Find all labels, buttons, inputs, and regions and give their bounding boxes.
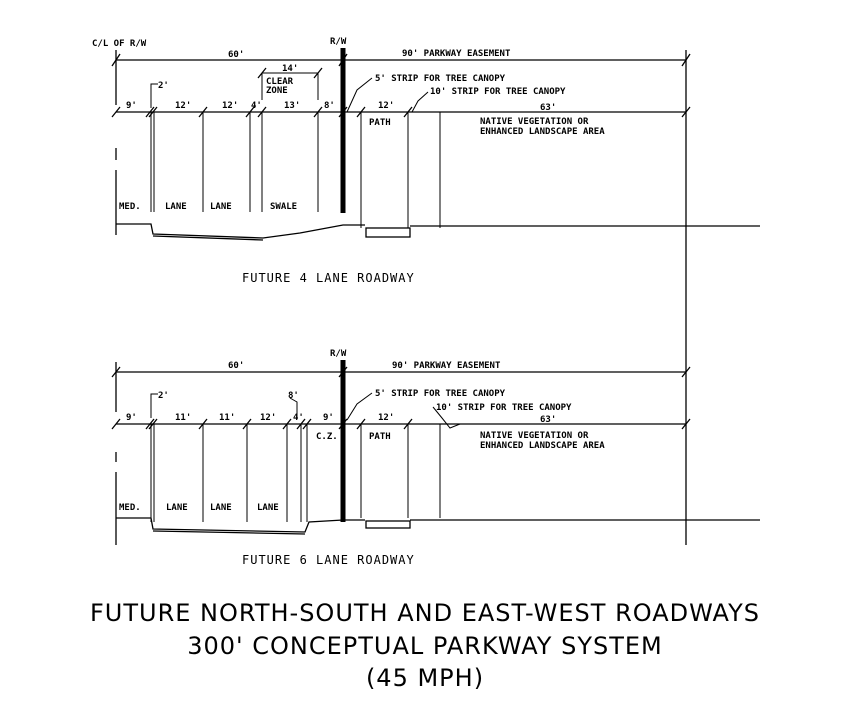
path-label: PATH <box>369 118 391 128</box>
cz-label: C.Z. <box>316 432 338 442</box>
dim-12-a: 12' <box>175 101 192 111</box>
dim-9-bottom: 9' <box>126 413 137 423</box>
easement-label-bottom: 90' PARKWAY EASEMENT <box>392 361 501 371</box>
dim-63-bottom: 63' <box>540 415 557 425</box>
dim-2-label: 2' <box>158 81 169 91</box>
tree-strip-5-label-bottom: 5' STRIP FOR TREE CANOPY <box>375 389 506 399</box>
segment-lane-2: LANE <box>210 202 232 212</box>
segment-med: MED. <box>119 202 141 212</box>
dim-12-path: 12' <box>378 101 395 111</box>
ground-profile-6lane <box>116 518 365 532</box>
dim-8: 8' <box>324 101 335 111</box>
easement-label-top: 90' PARKWAY EASEMENT <box>402 49 511 59</box>
rw-label-bottom: R/W <box>330 349 347 359</box>
tree-strip-10-label-bottom: 10' STRIP FOR TREE CANOPY <box>436 403 572 413</box>
clear-zone-dim: 14' <box>282 64 299 74</box>
caption-4lane: FUTURE 4 LANE ROADWAY <box>242 271 415 285</box>
native-veg-line-2-bottom: ENHANCED LANDSCAPE AREA <box>480 441 605 451</box>
tree-strip-5-label: 5' STRIP FOR TREE CANOPY <box>375 74 506 84</box>
caption-6lane: FUTURE 6 LANE ROADWAY <box>242 553 415 567</box>
title-block <box>90 599 760 692</box>
title-line-3: (45 MPH) <box>365 664 485 692</box>
dim-13: 13' <box>284 101 301 111</box>
row-dim-60-bottom: 60' <box>228 361 245 371</box>
dim-9-cz: 9' <box>323 413 334 423</box>
four-lane-section <box>92 37 760 545</box>
path-slab-6lane <box>366 521 410 528</box>
dim-8-label: 8' <box>288 391 299 401</box>
dim-4-bottom: 4' <box>293 413 304 423</box>
dim-9: 9' <box>126 101 137 111</box>
dim-11-b: 11' <box>219 413 236 423</box>
dim-12-bottom: 12' <box>260 413 277 423</box>
segment-med-bottom: MED. <box>119 503 141 513</box>
row-dim-60: 60' <box>228 50 245 60</box>
dim-11-a: 11' <box>175 413 192 423</box>
clear-zone-label-2: ZONE <box>266 86 288 96</box>
title-line-2: 300' CONCEPTUAL PARKWAY SYSTEM <box>187 632 663 660</box>
native-veg-line-1: NATIVE VEGETATION OR <box>480 117 589 127</box>
dim-4: 4' <box>251 101 262 111</box>
rw-label-top: R/W <box>330 37 347 47</box>
path-label-bottom: PATH <box>369 432 391 442</box>
tree-strip-10-label: 10' STRIP FOR TREE CANOPY <box>430 87 566 97</box>
segment-lane-1: LANE <box>165 202 187 212</box>
segment-lines-6lane <box>151 424 440 522</box>
segment-swale: SWALE <box>270 202 298 212</box>
cl-of-rw-label: C/L OF R/W <box>92 39 147 49</box>
dim-12-b: 12' <box>222 101 239 111</box>
path-slab-4lane <box>366 228 410 237</box>
segment-lane-2-bottom: LANE <box>210 503 232 513</box>
segment-lane-1-bottom: LANE <box>166 503 188 513</box>
dim-2-label-bottom: 2' <box>158 391 169 401</box>
native-veg-line-2: ENHANCED LANDSCAPE AREA <box>480 127 605 137</box>
dim-12-path-bottom: 12' <box>378 413 395 423</box>
six-lane-section <box>112 349 760 567</box>
segment-lane-3-bottom: LANE <box>257 503 279 513</box>
clear-zone-label-1: CLEAR <box>266 77 294 87</box>
title-line-1: FUTURE NORTH-SOUTH AND EAST-WEST ROADWAYS <box>89 599 761 627</box>
dim-63: 63' <box>540 103 557 113</box>
native-veg-line-1-bottom: NATIVE VEGETATION OR <box>480 431 589 441</box>
